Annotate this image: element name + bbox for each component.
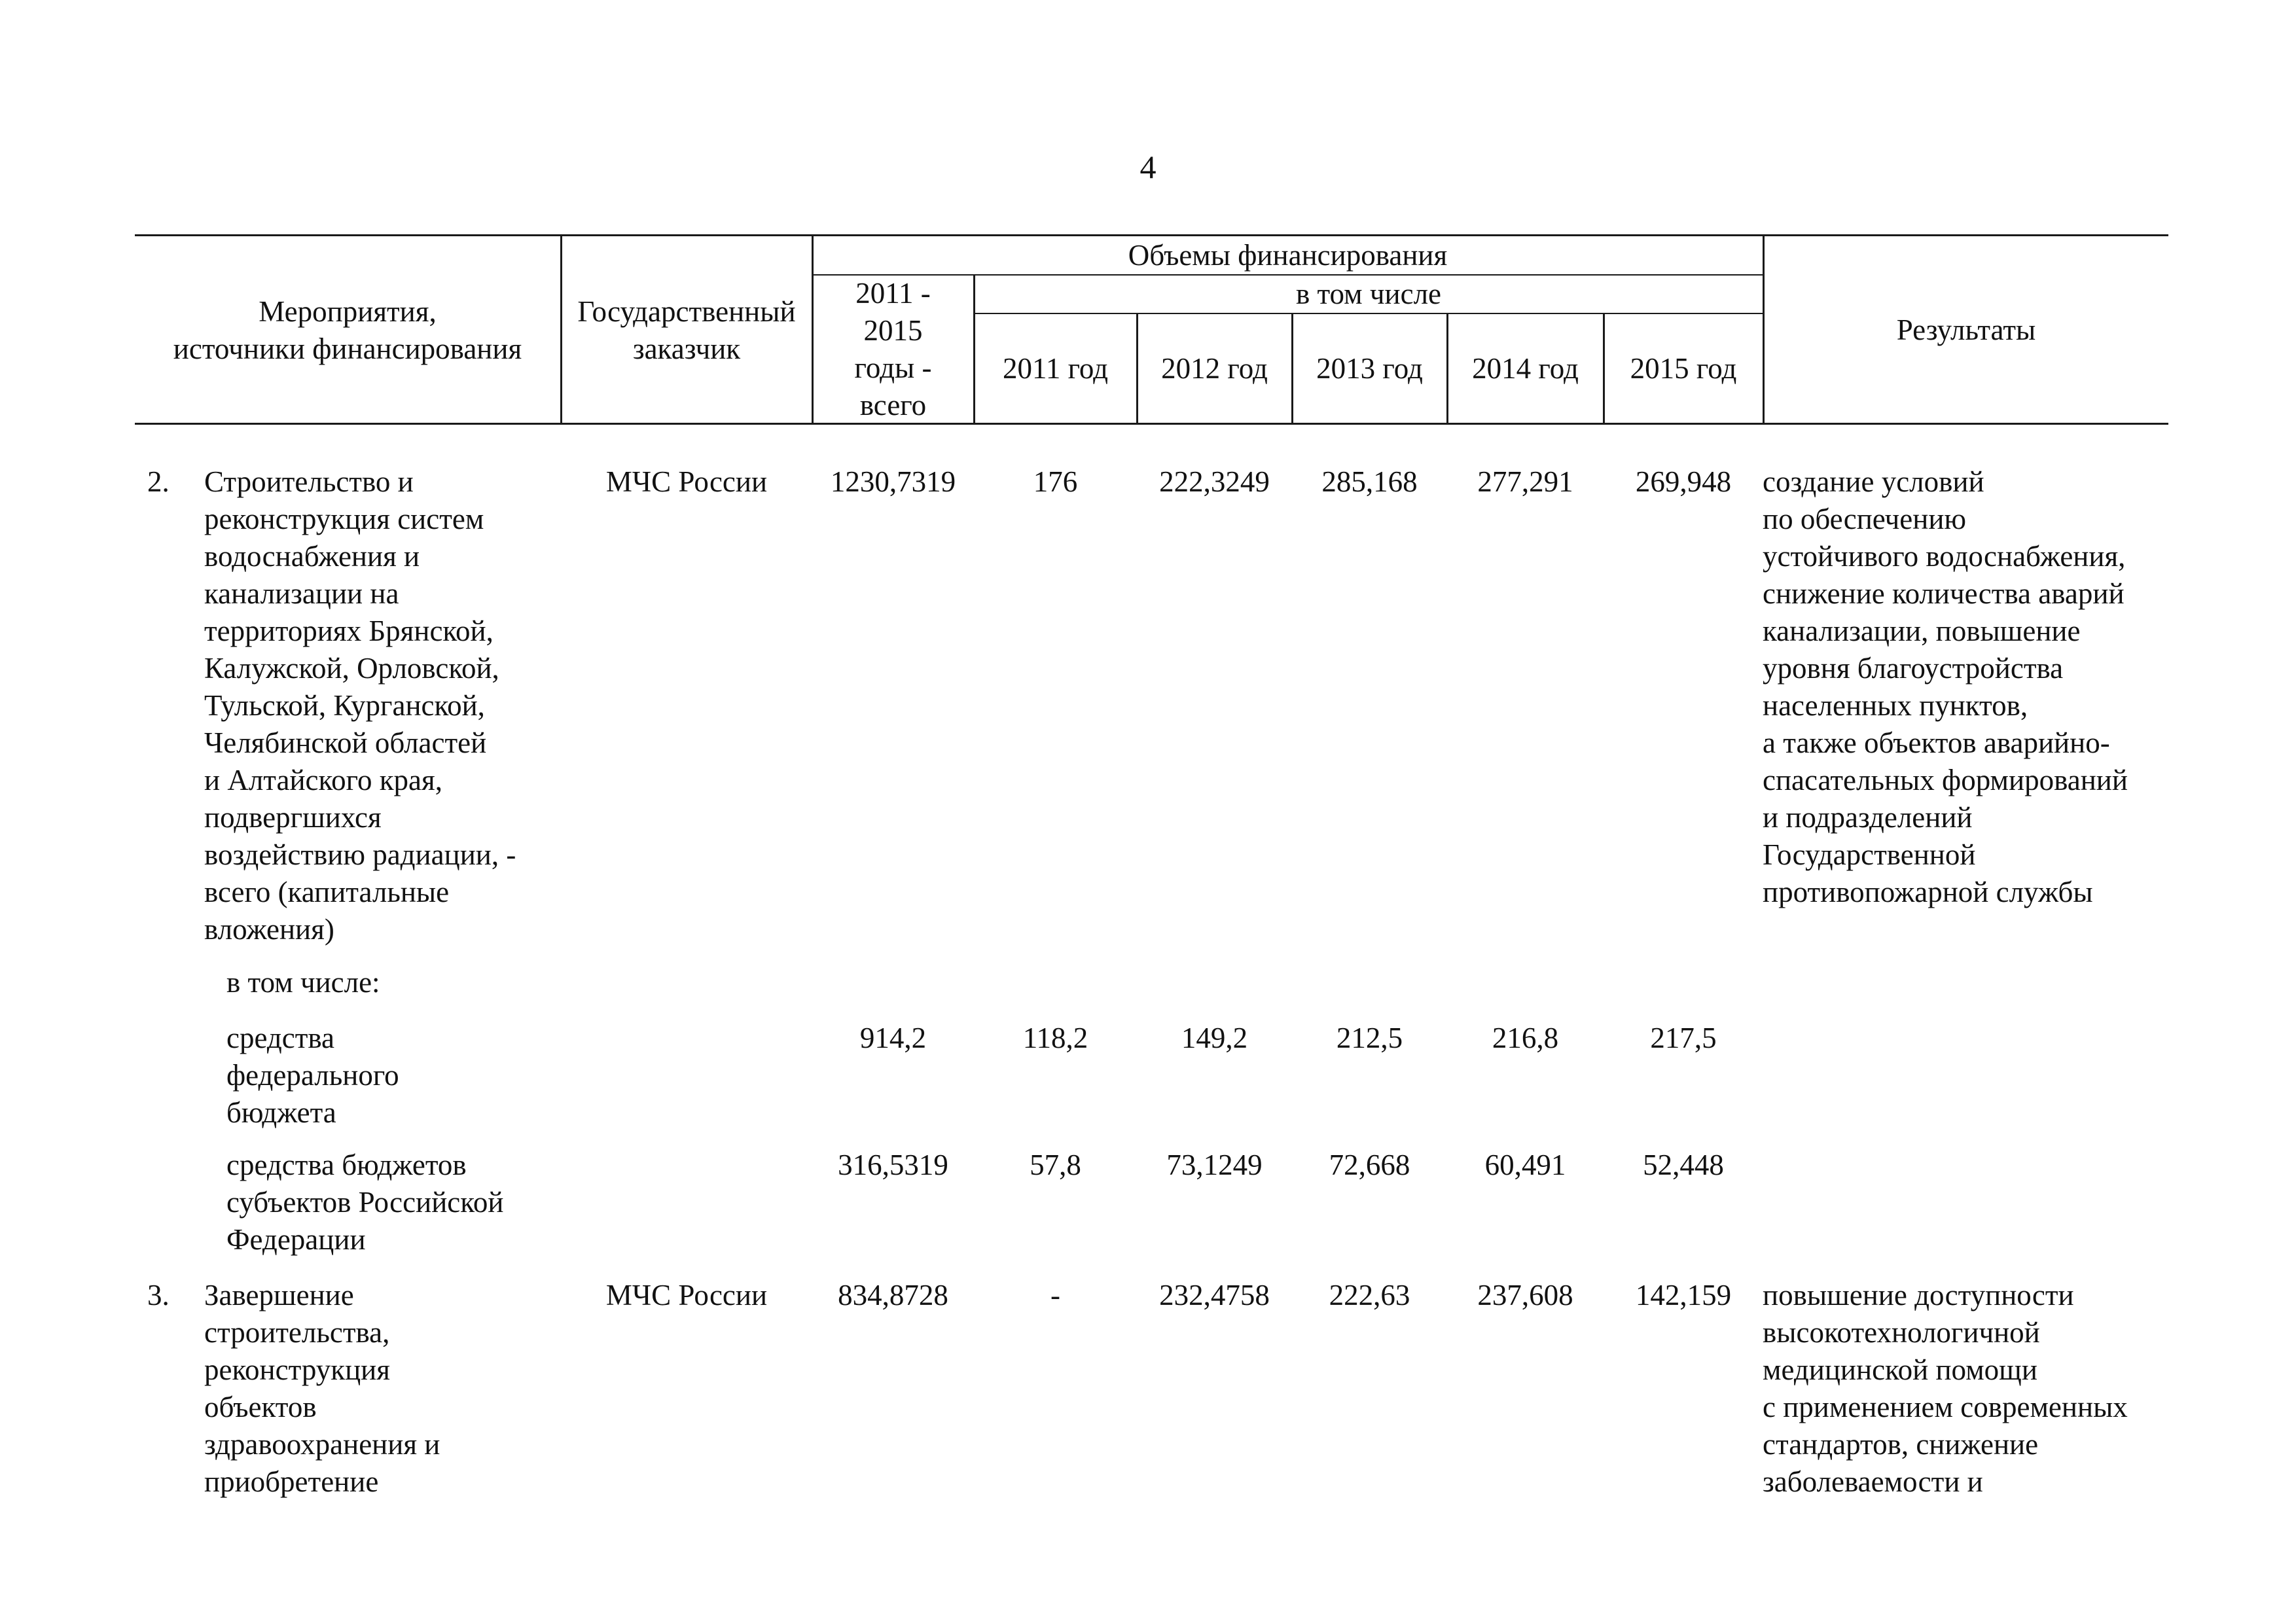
row-2-2011: 176	[1033, 465, 1078, 498]
header-year-2011: 2011 год	[1002, 352, 1108, 385]
row-3-activity: Завершение строительства, реконструкция объектов здравоохранения и приобретение	[204, 1279, 440, 1498]
row-2-number: 2.	[147, 465, 170, 498]
row-3-2013: 222,63	[1329, 1279, 1410, 1311]
regional-budget-2011: 57,8	[1030, 1149, 1081, 1181]
row-3-2015: 142,159	[1635, 1279, 1732, 1311]
row-3-total: 834,8728	[838, 1279, 948, 1311]
regional-budget-2013: 72,668	[1329, 1149, 1410, 1181]
federal-budget-2014: 216,8	[1492, 1022, 1559, 1054]
row-2-2014: 277,291	[1477, 465, 1573, 498]
header-year-2013: 2013 год	[1316, 352, 1423, 385]
regional-budget-total: 316,5319	[838, 1149, 948, 1181]
header-year-2015: 2015 год	[1630, 352, 1737, 385]
including-rule	[974, 313, 1763, 314]
header-including: в том числе	[1295, 277, 1442, 310]
regional-budget-2015: 52,448	[1643, 1149, 1724, 1181]
regional-budget-2012: 73,1249	[1166, 1149, 1263, 1181]
header-results: Результаты	[1896, 313, 2036, 346]
row-3-2011: -	[1050, 1279, 1060, 1311]
federal-budget-2011: 118,2	[1022, 1022, 1088, 1054]
row-3-2014: 237,608	[1477, 1279, 1573, 1311]
row-3-customer: МЧС России	[605, 1279, 768, 1311]
row-2-activity: Строительство и реконструкция систем водоснабжения и канализации на территориях Брянской, Калужской, Орловской, Тульской, Курганской, Челябинской областей и Алтайского края, подвергшихся воздействию радиации, - всего (капитальные вложения)	[204, 465, 516, 946]
federal-budget-2012: 149,2	[1181, 1022, 1248, 1054]
including-label: в том числе:	[226, 966, 380, 999]
row-2-2015: 269,948	[1635, 465, 1732, 498]
row-2-results: создание условий по обеспечению устойчивого водоснабжения, снижение количества аварий канализации, повышение уровня благоустройства населенных пунктов, а также объектов аварийно- спасательных формирований и подразделений Государственной противопожарной службы	[1763, 465, 2128, 908]
regional-budget-label: средства бюджетов субъектов Российской Федерации	[226, 1149, 504, 1256]
regional-budget-2014: 60,491	[1484, 1149, 1566, 1181]
federal-budget-label: средства федерального бюджета	[226, 1022, 399, 1129]
row-2-customer: МЧС России	[605, 465, 768, 498]
row-3-number: 3.	[147, 1279, 170, 1311]
page-number: 4	[1139, 149, 1157, 185]
row-2-2013: 285,168	[1321, 465, 1418, 498]
table-top-rule	[135, 234, 2168, 236]
header-bottom-rule	[135, 423, 2168, 425]
header-customer: Государственный заказчик	[577, 295, 796, 365]
header-activities: Мероприятия, источники финансирования	[173, 295, 522, 365]
row-3-2012: 232,4758	[1159, 1279, 1270, 1311]
header-total: 2011 - 2015 годы - всего	[854, 277, 932, 421]
row-3-results: повышение доступности высокотехнологичной медицинской помощи с применением современных стандартов, снижение заболеваемости и	[1763, 1279, 2128, 1498]
row-2-total: 1230,7319	[830, 465, 956, 498]
header-year-2014: 2014 год	[1472, 352, 1579, 385]
header-year-2012: 2012 год	[1161, 352, 1268, 385]
row-2-2012: 222,3249	[1159, 465, 1270, 498]
header-funding-group: Объемы финансирования	[1128, 239, 1448, 272]
federal-budget-2015: 217,5	[1650, 1022, 1717, 1054]
federal-budget-total: 914,2	[859, 1022, 927, 1054]
federal-budget-2013: 212,5	[1336, 1022, 1403, 1054]
